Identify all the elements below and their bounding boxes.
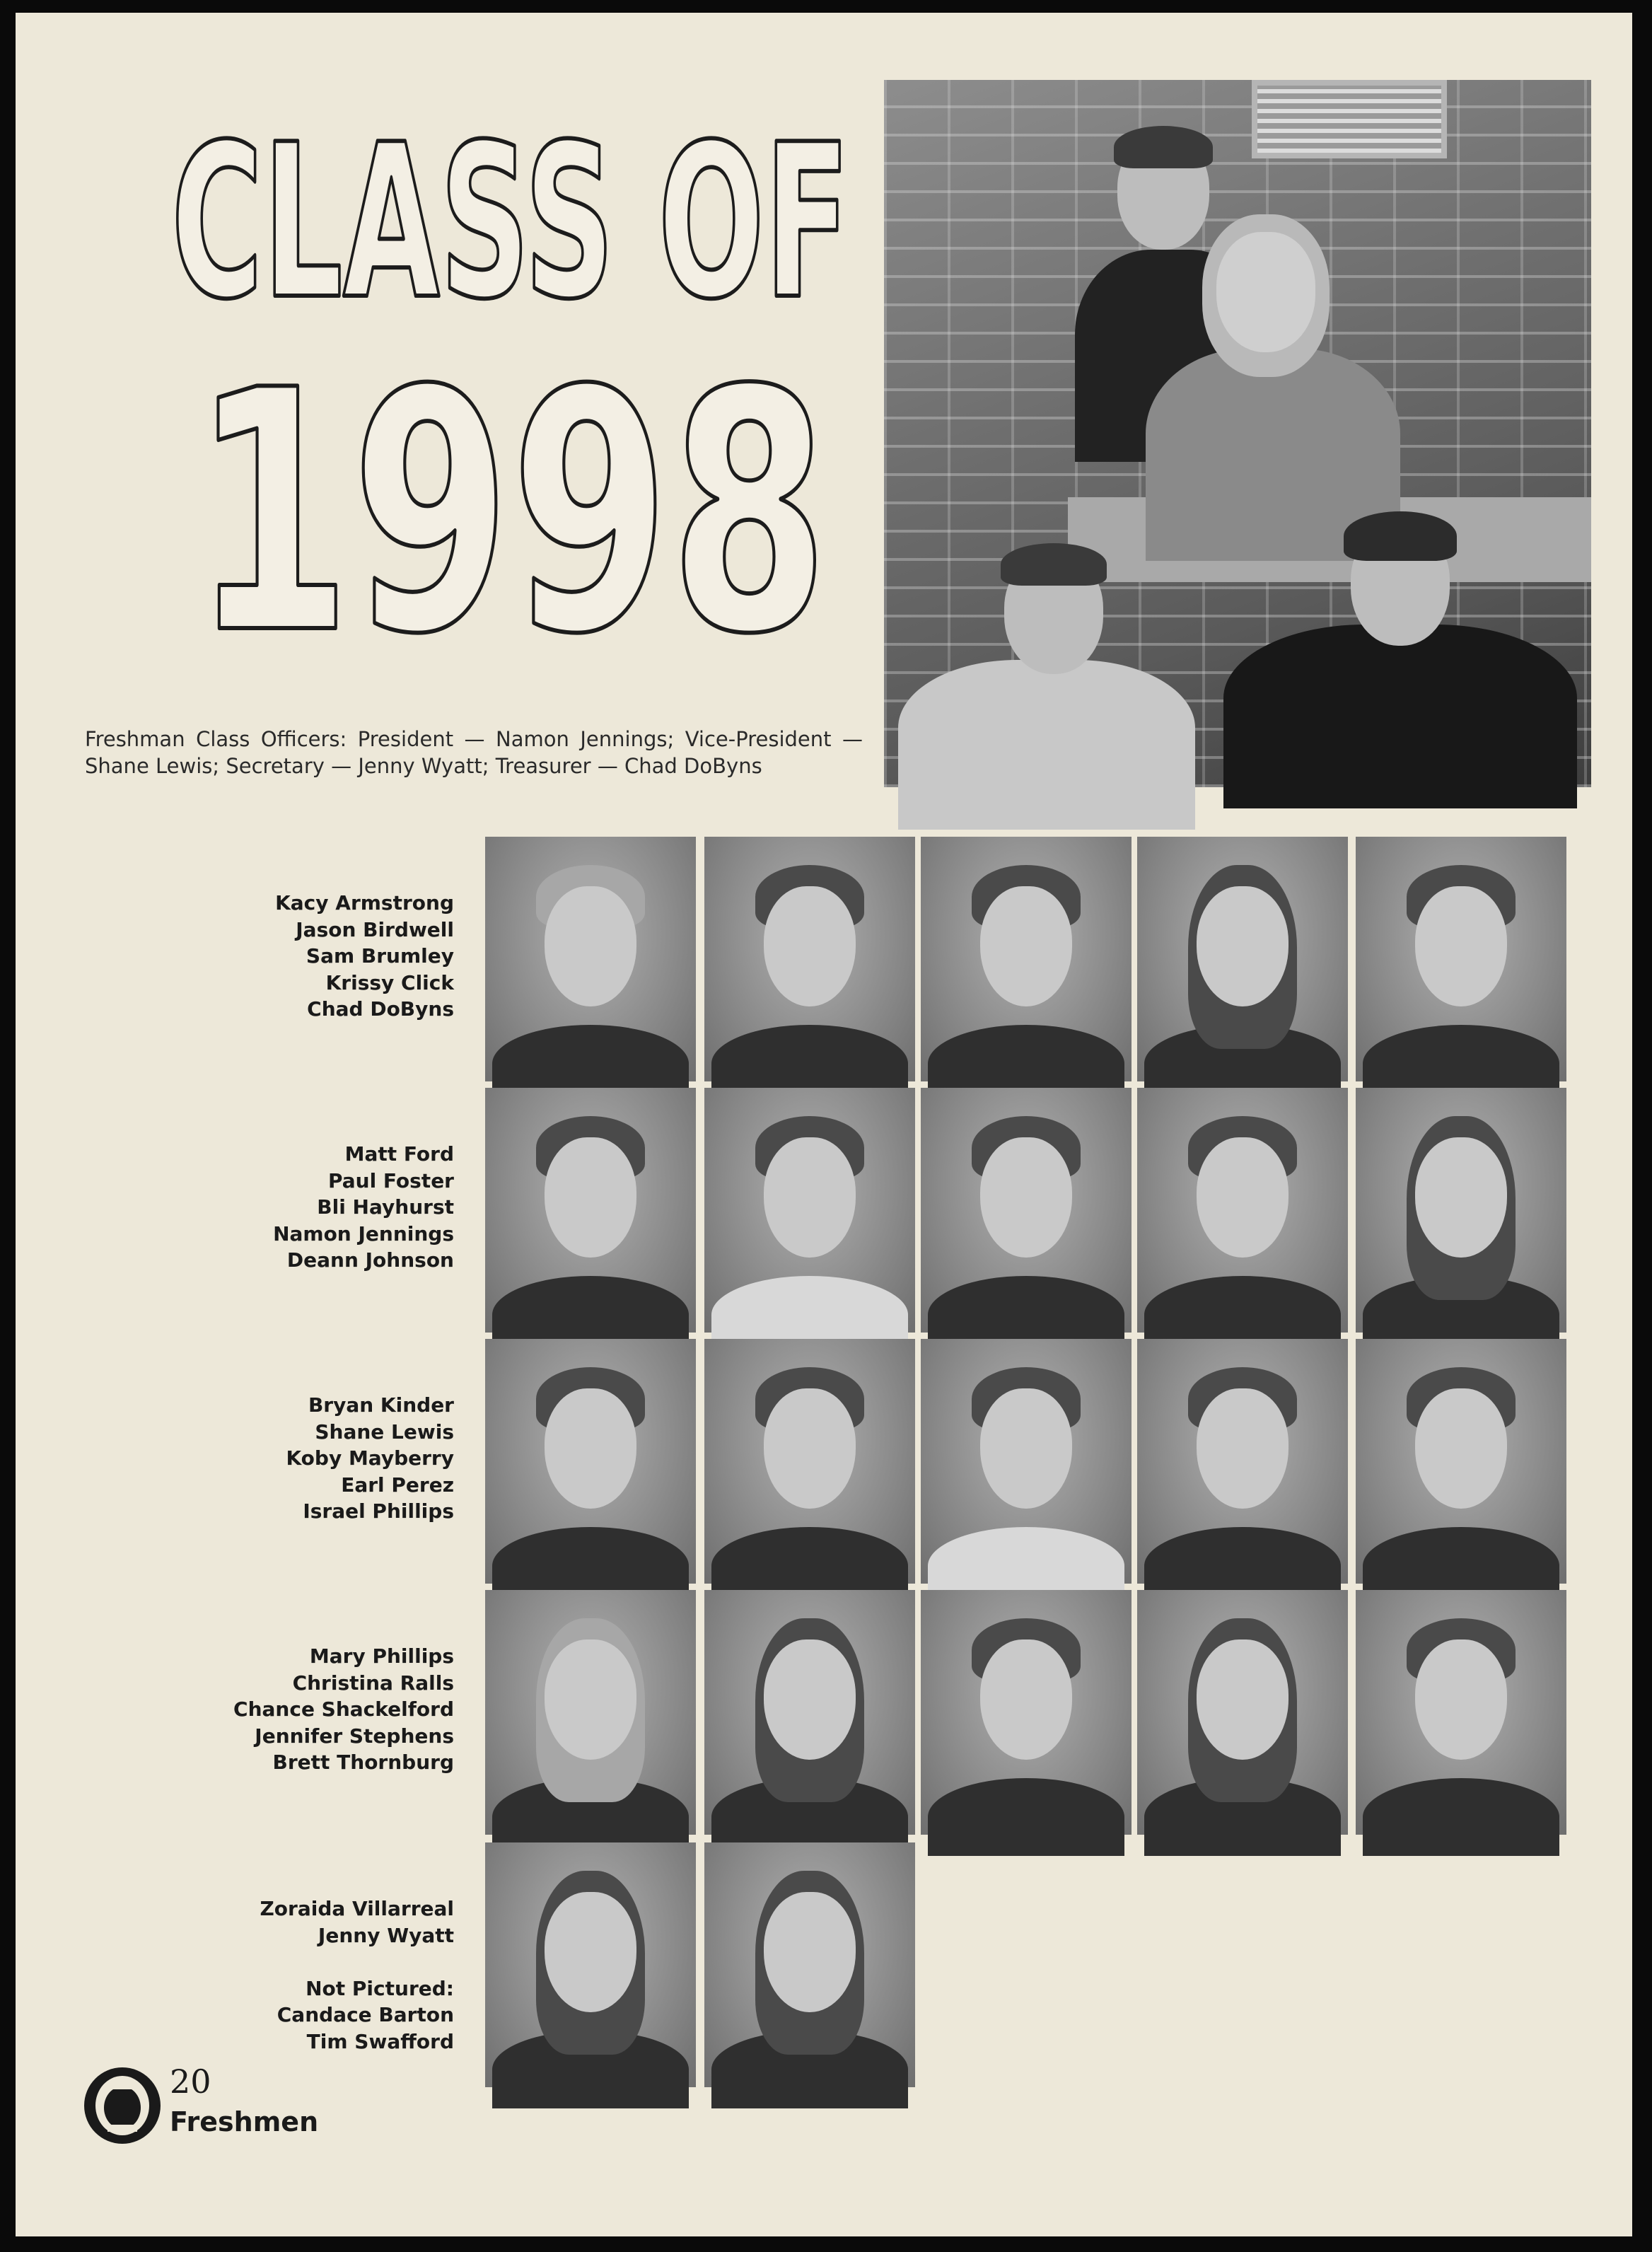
portrait-photo [1137,837,1348,1081]
portrait-photo [921,1590,1132,1835]
portrait-photo [704,837,915,1081]
officers-photo [884,80,1591,787]
student-name: Shane Lewis [315,1420,454,1444]
portrait-photo [1356,1088,1566,1333]
portrait-photo [485,837,696,1081]
page-number: 20 [170,2062,211,2101]
student-name: Earl Perez [341,1473,454,1497]
names-row-4 [157,1643,454,1776]
portrait-photo [485,1088,696,1333]
student-name: Koby Mayberry [286,1446,454,1470]
student-name: Tim Swafford [306,2029,454,2053]
student-name: Candace Barton [277,2003,454,2026]
not-pictured-label: Not Pictured: [306,1976,454,2000]
portrait-photo [485,1339,696,1584]
title-line-2: 1998 [192,320,829,707]
mouth-icon [79,2064,165,2147]
portrait-photo [1137,1339,1348,1584]
officer-figure [1117,214,1414,540]
student-name: Jenny Wyatt [318,1923,454,1947]
student-name: Bli Hayhurst [317,1195,454,1219]
student-name: Kacy Armstrong [275,891,454,915]
student-name: Jennifer Stephens [255,1724,454,1748]
class-title-graphic [157,83,864,707]
student-name: Mary Phillips [309,1644,454,1668]
names-row-2 [157,1141,454,1274]
portrait-photo [485,1842,696,2087]
portrait-photo [704,1590,915,1835]
portrait-photo [1356,1339,1566,1584]
student-name: Namon Jennings [273,1221,454,1246]
student-name: Sam Brumley [306,944,454,968]
title-line-1: CLASS OF [171,99,850,346]
officer-figure [1223,511,1591,794]
portrait-photo [921,1339,1132,1584]
names-row-1 [157,890,454,1023]
portrait-photo [485,1590,696,1835]
student-name: Israel Phillips [303,1499,454,1523]
portrait-photo [1356,837,1566,1081]
section-label: Freshmen [170,2106,319,2137]
yearbook-page [16,13,1632,2236]
student-name: Brett Thornburg [272,1751,454,1774]
student-name: Deann Johnson [286,1248,454,1272]
names-row-3 [157,1392,454,1525]
officers-caption: Freshman Class Officers: President — Namon Jennings; Vice-President — Shane Lewis; Secretary — Jenny Wyatt; Treasurer — Chad DoByns [85,727,863,778]
student-name: Zoraida Villarreal [260,1897,454,1920]
student-name: Paul Foster [327,1168,454,1192]
portrait-photo [1137,1590,1348,1835]
portrait-photo [1356,1590,1566,1835]
names-row-5 [157,1896,454,2055]
student-name: Chad DoByns [307,997,454,1021]
portrait-photo [704,1842,915,2087]
portrait-photo [921,1088,1132,1333]
class-title [157,83,864,707]
portrait-photo [1137,1088,1348,1333]
portrait-photo [704,1339,915,1584]
officer-figure [898,540,1238,794]
portrait-photo [921,837,1132,1081]
student-name: Bryan Kinder [308,1393,454,1417]
student-name: Matt Ford [344,1142,454,1166]
student-name: Christina Ralls [292,1671,454,1695]
student-name: Krissy Click [325,970,454,994]
student-name: Jason Birdwell [296,917,454,941]
student-name: Chance Shackelford [233,1697,454,1721]
portrait-photo [704,1088,915,1333]
